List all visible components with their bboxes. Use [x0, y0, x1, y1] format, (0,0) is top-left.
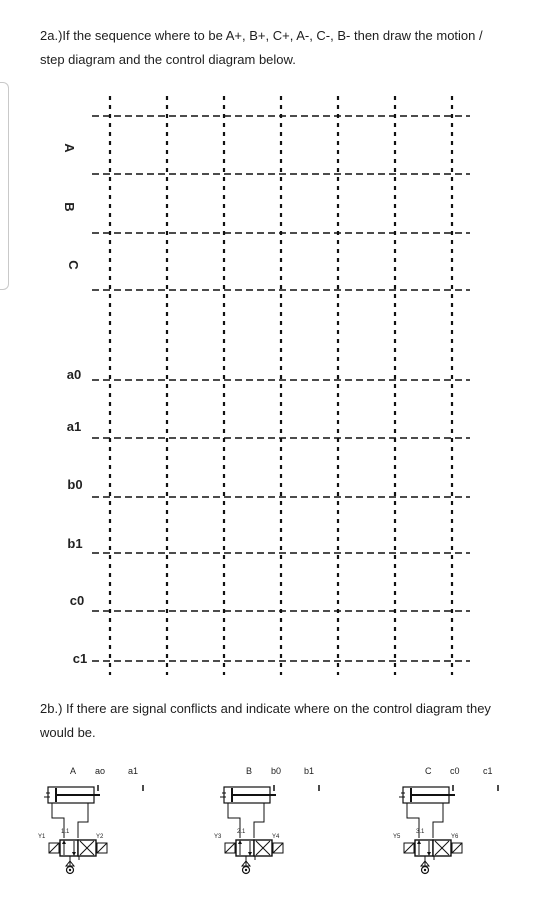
cylinder-circuit: [214, 766, 319, 874]
limit-switch-retracted-label: b0: [271, 766, 282, 776]
limit-switch-retracted-label: c0: [450, 766, 460, 776]
cylinder-label: A: [70, 766, 77, 776]
solenoid-left-label: Y5: [393, 834, 401, 840]
question-2a-text: 2a.)If the sequence where to be A+, B+, C+, A-, C-, B- then draw the motion / step diagram and the control diagram below.: [40, 28, 483, 67]
solenoid-right-label: Y6: [451, 834, 459, 840]
limit-switch-retracted-label: ao: [95, 766, 106, 776]
signal-row-label: a0: [66, 367, 82, 382]
motion-row-label: A: [62, 143, 77, 153]
cylinder-label: C: [425, 766, 432, 776]
solenoid-right-label: Y4: [272, 834, 280, 840]
valve-label: 2.1: [237, 829, 246, 835]
directional-valve-icon: [49, 840, 107, 856]
pneumatic-circuits: [38, 766, 498, 874]
limit-switch-extended-label: b1: [304, 766, 315, 776]
valve-label: 1.1: [61, 829, 70, 835]
motion-row-label: C: [66, 260, 81, 270]
signal-row-label: c1: [72, 651, 88, 666]
cylinder-label: B: [246, 766, 253, 776]
directional-valve-icon: [225, 840, 283, 856]
solenoid-left-label: Y1: [38, 834, 46, 840]
cylinder-circuit: [38, 766, 143, 874]
signal-row-label: b0: [67, 477, 83, 492]
solenoid-right-label: Y2: [96, 834, 104, 840]
directional-valve-icon: [404, 840, 462, 856]
motion-row-label: B: [62, 202, 77, 212]
question-2b-text: 2b.) If there are signal conflicts and indicate where on the control diagram they would be.: [40, 701, 491, 740]
limit-switch-extended-label: a1: [128, 766, 139, 776]
solenoid-left-label: Y3: [214, 834, 222, 840]
cylinder-circuit: [393, 766, 498, 874]
signal-row-label: b1: [67, 536, 83, 551]
signal-row-label: a1: [66, 419, 82, 434]
step-diagram-grid: [92, 96, 470, 675]
limit-switch-extended-label: c1: [483, 766, 493, 776]
step-diagram-row-labels: [62, 143, 87, 666]
signal-row-label: c0: [69, 593, 85, 608]
valve-label: 3.1: [416, 829, 425, 835]
